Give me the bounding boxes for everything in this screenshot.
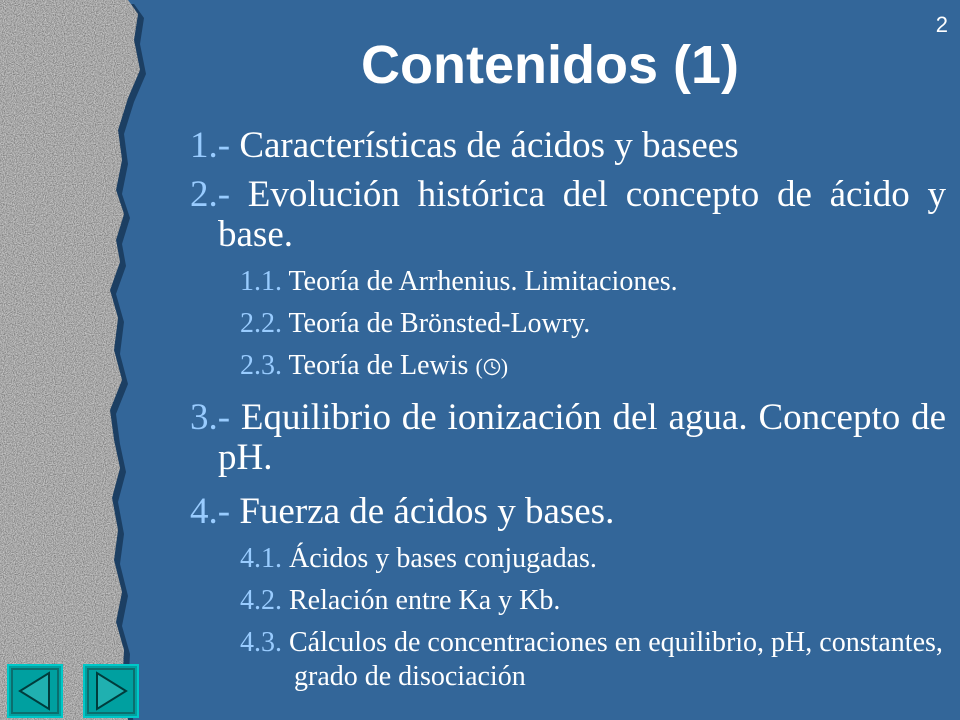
item-text: Evolución histórica del concepto de ácido y base.	[218, 174, 946, 255]
item-number: 1.-	[190, 125, 231, 166]
outline-subitem-4-2	[240, 584, 946, 618]
item-number: 2.3.	[240, 350, 282, 381]
item-text: Fuerza de ácidos y bases.	[230, 491, 615, 532]
previous-slide-button[interactable]	[7, 664, 63, 718]
outline-item-3	[190, 398, 946, 478]
granite-edge-decoration	[0, 0, 170, 720]
item-text: Teoría de Brönsted-Lowry.	[282, 308, 591, 339]
item-number: 2.-	[190, 174, 231, 215]
slide-title: Contenidos (1)	[361, 35, 739, 95]
outline-subitem-2-2	[240, 307, 946, 341]
item-number: 4.1.	[240, 543, 282, 574]
outline-subitem-4-1	[240, 542, 946, 576]
outline-subitem-2-3	[240, 349, 946, 384]
page-number: 2	[935, 12, 948, 37]
item-number: 1.1.	[240, 266, 282, 297]
item-text: Ácidos y bases conjugadas.	[282, 543, 597, 574]
outline-subitem-2-1	[240, 265, 946, 299]
triangle-left-icon	[9, 666, 61, 716]
item-text: Relación entre Ka y Kb.	[282, 585, 561, 616]
item-number: 4.3.	[240, 627, 282, 658]
item-number: 3.-	[190, 397, 231, 438]
item-number: 2.2.	[240, 308, 282, 339]
item-text: Características de ácidos y basees	[230, 125, 739, 166]
clock-marker: ( )	[475, 354, 509, 379]
item-number: 4.2.	[240, 585, 282, 616]
content-outline	[190, 126, 946, 694]
outline-item-2	[190, 175, 946, 255]
item-text: Teoría de Arrhenius. Limitaciones.	[282, 266, 678, 297]
next-slide-button[interactable]	[83, 664, 139, 718]
item-text: Teoría de Lewis	[282, 350, 476, 381]
item-text: Equilibrio de ionización del agua. Concepto de pH.	[218, 397, 946, 478]
outline-item-4	[190, 492, 946, 532]
item-number: 4.-	[190, 491, 231, 532]
item-text: Cálculos de concentraciones en equilibrio, pH, constantes, grado de disociación	[282, 627, 943, 692]
outline-item-1	[190, 126, 946, 166]
triangle-right-icon	[85, 666, 137, 716]
clock-icon	[483, 358, 501, 376]
outline-subitem-4-3	[240, 626, 946, 694]
